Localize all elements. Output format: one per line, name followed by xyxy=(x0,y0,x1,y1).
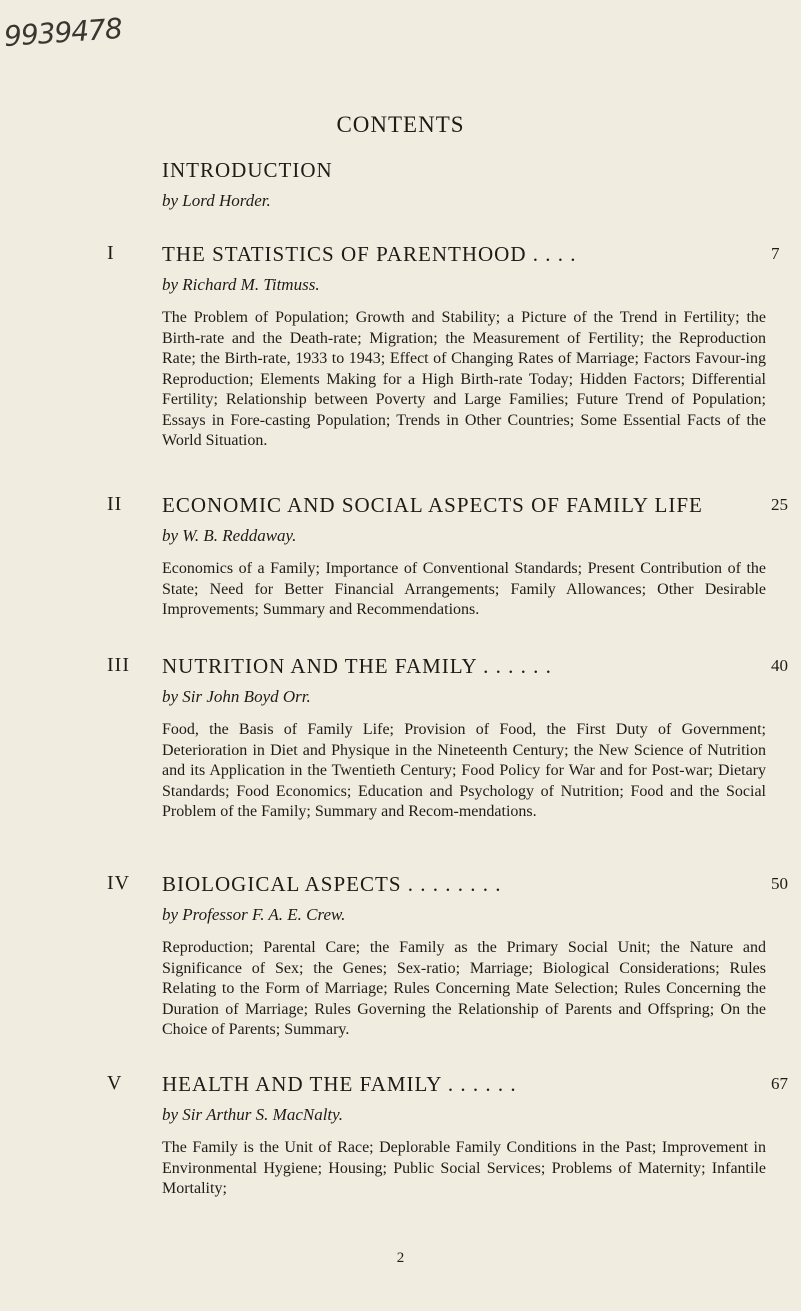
introduction-author: by Lord Horder. xyxy=(162,191,271,210)
chapter-author: by Professor F. A. E. Crew. xyxy=(162,905,346,924)
chapter-page-number: 7 xyxy=(771,244,780,263)
chapter-numeral: III xyxy=(107,654,130,676)
chapter-title: NUTRITION AND THE FAMILY . . . . . . xyxy=(162,654,552,678)
chapter-numeral: II xyxy=(107,493,123,515)
chapter-page-number: 50 xyxy=(771,874,788,893)
chapter-summary: Reproduction; Parental Care; the Family as the Primary Social Unit; the Nature and Significance of Sex; the Genes; Sex-ratio; Marriage; Biological Considerations; Rules Relating to the Form of Marriage; Rules Concerning Mate Selection; Rules Concerning the Duration of Marriage; Rules Governing the Relationship of Parents and Offspring; On the Choice of Parents; Summary. xyxy=(162,939,766,1038)
chapter-title: BIOLOGICAL ASPECTS . . . . . . . . xyxy=(162,872,502,896)
chapter-summary: Food, the Basis of Family Life; Provision of Food, the First Duty of Government; Deterioration in Diet and Physique in the Nineteenth Century; the New Science of Nutrition and its Application in the Twentieth Century; Food Policy for War and for Post-war; Dietary Standards; Food Economics; Education and Psychology of Nutrition; Food and the Social Problem of the Family; Summary and Recom-mendations. xyxy=(162,721,766,820)
chapter-page-number: 25 xyxy=(771,495,788,514)
chapter-summary: The Problem of Population; Growth and Stability; a Picture of the Trend in Fertility; the Birth-rate and the Death-rate; Migration; the Measurement of Fertility; the Reproduction Rate; the Birth-rate, 1933 to 1943; Effect of Changing Rates of Marriage; Factors Favour-ing Reproduction; Elements Making for a High Birth-rate Today; Hidden Factors; Differential Fertility; Relationship between Poverty and Large Families; Future Trend of Population; Essays in Fore-casting Population; Trends in Other Countries; Some Essential Facts of the World Situation. xyxy=(162,309,766,449)
introduction-entry xyxy=(162,158,333,211)
chapter-summary: The Family is the Unit of Race; Deplorable Family Conditions in the Past; Improvement in Environmental Hygiene; Housing; Public Social Services; Problems of Maternity; Infantile Mortality; xyxy=(162,1139,766,1197)
chapter-author: by W. B. Reddaway. xyxy=(162,526,297,545)
chapter-summary: Economics of a Family; Importance of Conventional Standards; Present Contribution of the State; Need for Better Financial Arrangements; Family Allowances; Other Desirable Improvements; Summary and Recommendations. xyxy=(162,560,766,618)
chapter-numeral: I xyxy=(107,242,115,264)
chapter-title: THE STATISTICS OF PARENTHOOD . . . . xyxy=(162,242,577,266)
chapter-page-number: 40 xyxy=(771,656,788,675)
chapter-author: by Sir Arthur S. MacNalty. xyxy=(162,1105,344,1124)
chapter-numeral: V xyxy=(107,1072,123,1094)
chapter-title: HEALTH AND THE FAMILY . . . . . . xyxy=(162,1072,517,1096)
chapter-title: ECONOMIC AND SOCIAL ASPECTS OF FAMILY LIFE xyxy=(162,493,703,517)
page-folio-number: 2 xyxy=(396,1250,405,1266)
handwritten-catalog-number: 9939478 xyxy=(2,11,123,54)
chapter-author: by Richard M. Titmuss. xyxy=(162,275,320,294)
chapter-author: by Sir John Boyd Orr. xyxy=(162,687,311,706)
chapter-page-number: 67 xyxy=(771,1074,788,1093)
page-title: CONTENTS xyxy=(336,112,465,137)
chapter-numeral: IV xyxy=(107,872,131,894)
introduction-title: INTRODUCTION xyxy=(162,158,333,182)
